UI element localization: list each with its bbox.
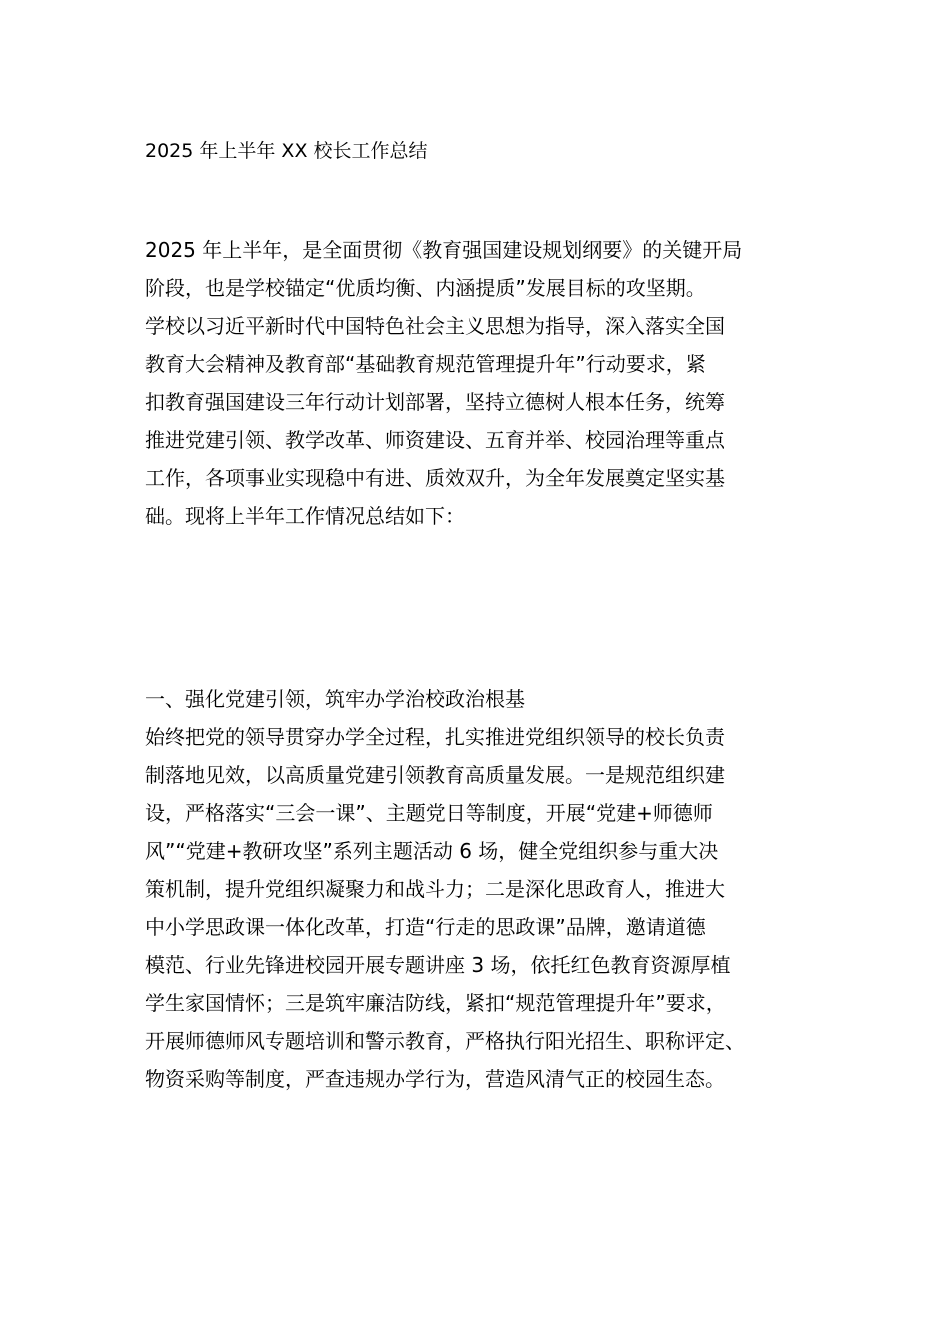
intro-paragraph	[145, 231, 825, 535]
paragraph-line: 工作，各项事业实现稳中有进、质效双升，为全年发展奠定坚实基	[145, 466, 725, 490]
paragraph-line: 中小学思政课一体化改革，打造“行走的思政课”品牌，邀请道德	[145, 915, 706, 939]
paragraph-line: 开展师德师风专题培训和警示教育，严格执行阳光招生、职称评定、	[145, 1029, 745, 1053]
paragraph-line: 学生家国情怀；三是筑牢廉洁防线，紧扣“规范管理提升年”要求，	[145, 991, 726, 1015]
paragraph-line: 教育大会精神及教育部“基础教育规范管理提升年”行动要求，紧	[145, 352, 706, 376]
paragraph-line: 始终把党的领导贯穿办学全过程，扎实推进党组织领导的校长负责	[145, 725, 725, 749]
paragraph-line: 学校以习近平新时代中国特色社会主义思想为指导，深入落实全国	[145, 314, 725, 338]
paragraph-line: 制落地见效，以高质量党建引领教育高质量发展。一是规范组织建	[145, 763, 725, 787]
paragraph-line: 扣教育强国建设三年行动计划部署，坚持立德树人根本任务，统筹	[145, 390, 725, 414]
paragraph-line: 设，严格落实“三会一课”、主题党日等制度，开展“党建+师德师	[145, 801, 713, 825]
paragraph-line: 策机制，提升党组织凝聚力和战斗力；二是深化思政育人，推进大	[145, 877, 725, 901]
paragraph-line: 2025 年上半年，是全面贯彻《教育强国建设规划纲要》的关键开局	[145, 238, 743, 262]
paragraph-line: 风”“党建+教研攻坚”系列主题活动 6 场，健全党组织参与重大决	[145, 839, 719, 863]
paragraph-line: 物资采购等制度，严查违规办学行为，营造风清气正的校园生态。	[145, 1067, 725, 1091]
paragraph-line: 阶段，也是学校锚定“优质均衡、内涵提质”发展目标的攻坚期。	[145, 276, 706, 300]
paragraph-line: 推进党建引领、教学改革、师资建设、五育并举、校园治理等重点	[145, 428, 725, 452]
section-heading: 一、强化党建引领，筑牢办学治校政治根基	[145, 687, 525, 711]
paragraph-line: 础。现将上半年工作情况总结如下：	[145, 504, 465, 528]
document-title: 2025 年上半年 XX 校长工作总结	[145, 140, 428, 162]
paragraph-line: 模范、行业先锋进校园开展专题讲座 3 场，依托红色教育资源厚植	[145, 953, 731, 977]
section-body-paragraph	[145, 718, 825, 1098]
